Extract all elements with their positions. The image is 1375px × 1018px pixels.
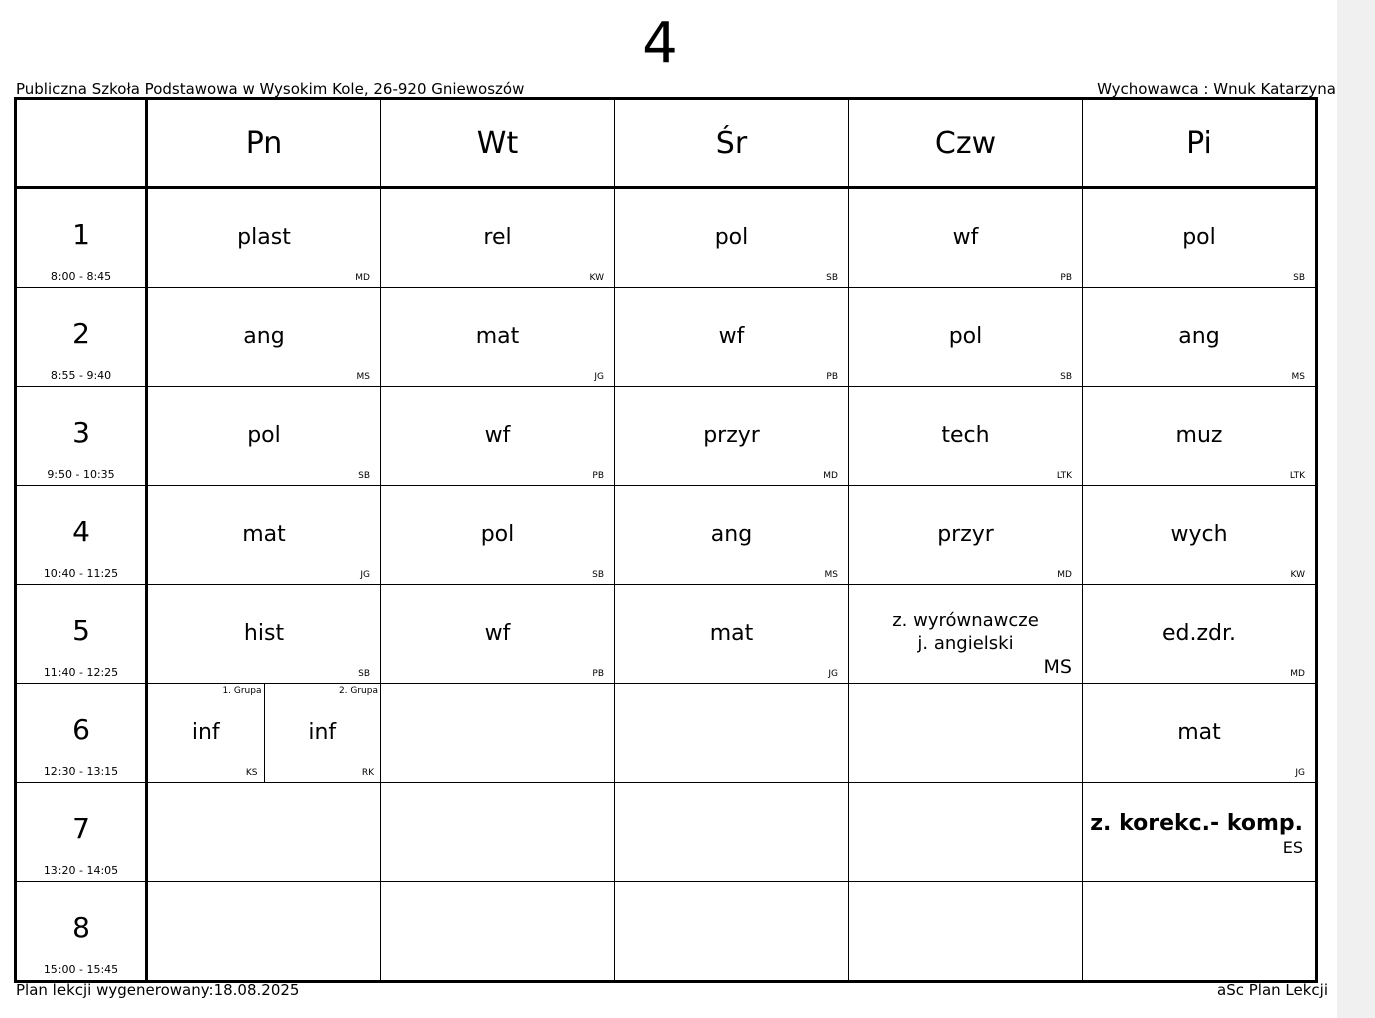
period-number: 8 xyxy=(72,911,90,944)
teacher-code: KW xyxy=(1290,570,1305,580)
subject: wf xyxy=(718,324,745,349)
lesson-cell[interactable] xyxy=(1083,585,1317,684)
teacher-code: JG xyxy=(828,669,838,679)
day-header-row xyxy=(16,99,1317,188)
subject: rel xyxy=(483,225,512,250)
software-credit: aSc Plan Lekcji xyxy=(1217,981,1328,999)
lesson-cell[interactable] xyxy=(849,585,1083,684)
lesson-cell[interactable] xyxy=(1083,783,1317,882)
lesson-cell[interactable] xyxy=(615,585,849,684)
empty-cell xyxy=(615,882,849,982)
subject: ang xyxy=(243,324,285,349)
subject: mat xyxy=(709,621,754,646)
teacher-code: LTK xyxy=(1056,471,1072,481)
teacher-code: MD xyxy=(1057,570,1072,580)
period-time: 15:00 - 15:45 xyxy=(43,963,119,976)
teacher-code: PB xyxy=(592,669,604,679)
teacher-code: MD xyxy=(823,471,838,481)
period-time: 12:30 - 13:15 xyxy=(43,765,119,778)
period-cell xyxy=(16,684,147,783)
period-cell xyxy=(16,783,147,882)
period-row xyxy=(16,188,1317,288)
lesson-cell[interactable] xyxy=(615,486,849,585)
subject: pol xyxy=(1182,225,1216,250)
subject: mat xyxy=(475,324,520,349)
empty-cell xyxy=(381,684,615,783)
subject: inf xyxy=(191,720,220,745)
period-time: 8:55 - 9:40 xyxy=(50,369,112,382)
subject: wf xyxy=(952,225,979,250)
teacher-code: PB xyxy=(826,372,838,382)
lesson-cell[interactable] xyxy=(1083,387,1317,486)
teacher-code: MD xyxy=(355,273,370,283)
period-cell xyxy=(16,188,147,288)
period-cell xyxy=(16,585,147,684)
subject: wf xyxy=(484,423,511,448)
lesson-cell[interactable] xyxy=(147,387,381,486)
period-row xyxy=(16,486,1317,585)
class-title: 4 xyxy=(642,11,678,76)
lesson-cell[interactable] xyxy=(849,188,1083,288)
teacher-code: KW xyxy=(589,273,604,283)
lesson-cell[interactable] xyxy=(849,387,1083,486)
period-cell xyxy=(16,288,147,387)
subject: przyr xyxy=(937,522,994,547)
empty-cell xyxy=(381,783,615,882)
period-number: 7 xyxy=(72,812,90,845)
empty-cell xyxy=(849,882,1083,982)
teacher-code: SB xyxy=(1293,273,1305,283)
subject: tech xyxy=(941,423,990,448)
period-number: 1 xyxy=(72,218,90,251)
teacher-code: PB xyxy=(592,471,604,481)
period-row xyxy=(16,288,1317,387)
lesson-cell[interactable] xyxy=(147,486,381,585)
lesson-cell[interactable] xyxy=(849,486,1083,585)
period-number: 2 xyxy=(72,317,90,350)
teacher-code: SB xyxy=(826,273,838,283)
lesson-cell[interactable] xyxy=(615,288,849,387)
empty-cell xyxy=(849,684,1083,783)
teacher-code: MS xyxy=(356,372,370,382)
period-number: 5 xyxy=(72,614,90,647)
group-lesson[interactable] xyxy=(264,684,381,782)
period-row xyxy=(16,783,1317,882)
subject: przyr xyxy=(703,423,760,448)
subject: mat xyxy=(1177,720,1221,745)
lesson-cell[interactable] xyxy=(147,288,381,387)
empty-cell xyxy=(1083,882,1317,982)
teacher-code: MD xyxy=(1290,669,1305,679)
lesson-cell[interactable] xyxy=(1083,188,1317,288)
lesson-cell[interactable] xyxy=(1083,486,1317,585)
period-row xyxy=(16,882,1317,982)
lesson-cell[interactable] xyxy=(381,486,615,585)
lesson-cell[interactable] xyxy=(381,188,615,288)
teacher-code: ES xyxy=(1282,838,1303,857)
timetable xyxy=(14,97,1318,983)
group-lesson[interactable] xyxy=(148,684,264,782)
lesson-cell[interactable] xyxy=(615,188,849,288)
lesson-cell[interactable] xyxy=(615,387,849,486)
teacher-code: SB xyxy=(1060,372,1072,382)
subject: mat xyxy=(242,522,286,547)
lesson-cell[interactable] xyxy=(381,288,615,387)
day-header-thu: Czw xyxy=(849,99,1083,188)
subject: wf xyxy=(484,621,511,646)
school-name: Publiczna Szkoła Podstawowa w Wysokim Kole, 26-920 Gniewoszów xyxy=(16,80,525,98)
empty-cell xyxy=(381,882,615,982)
subject: ang xyxy=(710,522,753,547)
day-header-tue: Wt xyxy=(381,99,615,188)
teacher-code: MS xyxy=(1291,372,1305,382)
period-time: 9:50 - 10:35 xyxy=(47,468,115,481)
empty-cell xyxy=(147,882,381,982)
form-teacher-label: Wychowawca : Wnuk Katarzyna xyxy=(1097,80,1336,98)
empty-cell xyxy=(849,783,1083,882)
lesson-cell[interactable] xyxy=(381,585,615,684)
subject: wych xyxy=(1170,522,1228,547)
teacher-code: JG xyxy=(360,570,370,580)
teacher-code: MS xyxy=(1043,656,1072,678)
lesson-cell[interactable] xyxy=(381,387,615,486)
subject-line: z. wyrównawcze xyxy=(892,610,1039,631)
period-time: 10:40 - 11:25 xyxy=(43,567,119,580)
period-cell xyxy=(16,387,147,486)
period-row xyxy=(16,585,1317,684)
teacher-code: MS xyxy=(824,570,838,580)
period-time: 8:00 - 8:45 xyxy=(50,270,112,283)
day-header-wed: Śr xyxy=(615,99,849,188)
lesson-cell[interactable] xyxy=(1083,684,1317,783)
group-label: 1. Grupa xyxy=(222,686,262,696)
subject: hist xyxy=(243,621,285,646)
generated-date: Plan lekcji wygenerowany:18.08.2025 xyxy=(16,981,300,999)
period-time: 11:40 - 12:25 xyxy=(43,666,119,679)
period-row xyxy=(16,684,1317,783)
subject: pol xyxy=(247,423,281,448)
empty-cell xyxy=(615,684,849,783)
period-number: 3 xyxy=(72,416,90,449)
teacher-code: JG xyxy=(1295,768,1305,778)
subject: pol xyxy=(714,225,749,250)
empty-cell xyxy=(615,783,849,882)
subject: plast xyxy=(237,225,291,250)
period-cell xyxy=(16,486,147,585)
subject: inf xyxy=(308,720,337,745)
period-cell xyxy=(16,882,147,982)
teacher-code: SB xyxy=(358,669,370,679)
lesson-cell[interactable] xyxy=(1083,288,1317,387)
teacher-code: KS xyxy=(245,768,258,778)
day-header-fri: Pi xyxy=(1083,99,1317,188)
empty-cell xyxy=(147,783,381,882)
period-time: 13:20 - 14:05 xyxy=(43,864,119,877)
subject: pol xyxy=(480,522,515,547)
period-number: 4 xyxy=(72,515,90,548)
subject: muz xyxy=(1175,423,1223,448)
teacher-code: JG xyxy=(594,372,604,382)
lesson-cell[interactable] xyxy=(147,585,381,684)
period-row xyxy=(16,387,1317,486)
subject xyxy=(849,609,1082,655)
lesson-cell[interactable] xyxy=(147,188,381,288)
subject-line: j. angielski xyxy=(917,633,1014,654)
teacher-code: PB xyxy=(1060,273,1072,283)
group-label: 2. Grupa xyxy=(338,686,378,696)
subject: pol xyxy=(948,324,983,349)
day-header-mon: Pn xyxy=(147,99,381,188)
period-number: 6 xyxy=(72,713,90,746)
teacher-code: RK xyxy=(361,768,374,778)
subject: z. korekc.- komp. xyxy=(1090,811,1303,836)
teacher-code: LTK xyxy=(1289,471,1305,481)
lesson-cell-split xyxy=(147,684,381,783)
subject: ang xyxy=(1178,324,1220,349)
lesson-cell[interactable] xyxy=(849,288,1083,387)
subject: ed.zdr. xyxy=(1161,621,1237,646)
teacher-code: SB xyxy=(358,471,370,481)
scrollbar-track[interactable] xyxy=(1337,0,1375,1018)
teacher-code: SB xyxy=(592,570,604,580)
corner-cell xyxy=(16,99,147,188)
